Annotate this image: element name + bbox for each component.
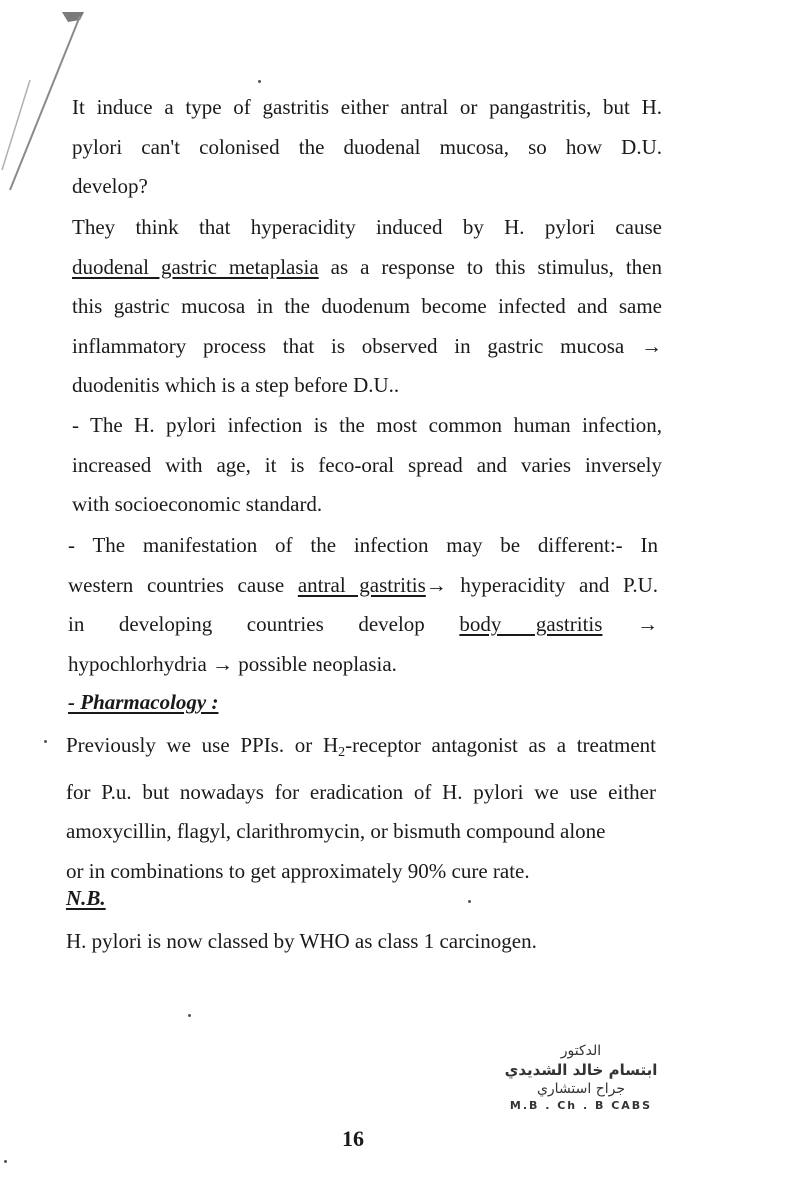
text-segment: →: [602, 612, 658, 636]
text-line: with socioeconomic standard.: [72, 492, 323, 516]
text-line: pylori can't colonised the duodenal mucosa, so how D.U.: [72, 134, 662, 159]
text-line: hypochlorhydria → possible neoplasia.: [68, 651, 397, 676]
underlined-term: body gastritis: [459, 612, 603, 636]
text-segment: in developing countries develop: [68, 612, 460, 636]
text-line: duodenitis which is a step before D.U..: [72, 373, 400, 397]
paragraph-manifestation: [68, 526, 658, 684]
stamp-role: جراح استشاري: [536, 1081, 626, 1097]
scan-speck: [188, 1014, 191, 1017]
text-segment: -receptor antagonist as a treatment: [345, 733, 656, 757]
paragraph-gastritis-intro: [72, 88, 662, 207]
author-stamp: [486, 1042, 676, 1114]
subscript: 2: [338, 745, 346, 760]
underlined-term: antral gastritis: [297, 572, 426, 597]
underlined-term: duodenal gastric metaplasia: [72, 254, 319, 279]
text-line: [68, 605, 658, 645]
text-line: for P.u. but nowadays for eradication of H. pylori we use either: [66, 779, 656, 804]
scan-speck: [44, 740, 47, 743]
text-line: amoxycillin, flagyl, clarithromycin, or bismuth compound alone: [66, 819, 606, 843]
heading-pharmacology: - Pharmacology :: [68, 690, 219, 714]
text-line: They think that hyperacidity induced by H. pylori cause: [72, 215, 662, 239]
text-segment: → hyperacidity and P.U.: [425, 572, 659, 597]
text-segment: western countries cause: [68, 572, 298, 597]
scan-speck: [4, 1160, 7, 1163]
paragraph-pharmacology: [66, 726, 656, 891]
scan-speck: [468, 900, 471, 903]
text-line: - The manifestation of the infection may be different:- In: [68, 533, 658, 557]
text-line: - The H. pylori infection is the most common human infection,: [72, 413, 662, 437]
stamp-title: الدكتور: [560, 1043, 602, 1059]
text-line: It induce a type of gastritis either antral or pangastritis, but H.: [72, 95, 662, 119]
stamp-degree: M.B . Ch . B CABS: [509, 1099, 653, 1112]
paragraph-infection-spread: [72, 406, 662, 525]
page-number: 16: [342, 1126, 364, 1151]
text-segment: Previously we use PPIs. or H: [66, 733, 339, 757]
text-line: develop?: [72, 174, 148, 198]
text-segment: as a response to this stimulus, then: [318, 254, 663, 279]
text-line: or in combinations to get approximately 90% cure rate.: [66, 858, 530, 883]
paragraph-hyperacidity: [72, 208, 662, 406]
paragraph-carcinogen: [66, 922, 656, 962]
text-line: [72, 248, 662, 288]
text-line: [68, 566, 658, 606]
scan-speck: [258, 80, 261, 83]
stamp-name: ابتسام خالد الشديدي: [504, 1061, 658, 1079]
text-line: this gastric mucosa in the duodenum become infected and same: [72, 294, 662, 318]
heading-nb: N.B.: [66, 886, 106, 910]
text-line: H. pylori is now classed by WHO as class 1 carcinogen.: [66, 929, 537, 953]
text-line: increased with age, it is feco-oral spread and varies inversely: [72, 452, 662, 477]
text-line: inflammatory process that is observed in gastric mucosa →: [72, 333, 662, 358]
text-line: [66, 726, 656, 773]
